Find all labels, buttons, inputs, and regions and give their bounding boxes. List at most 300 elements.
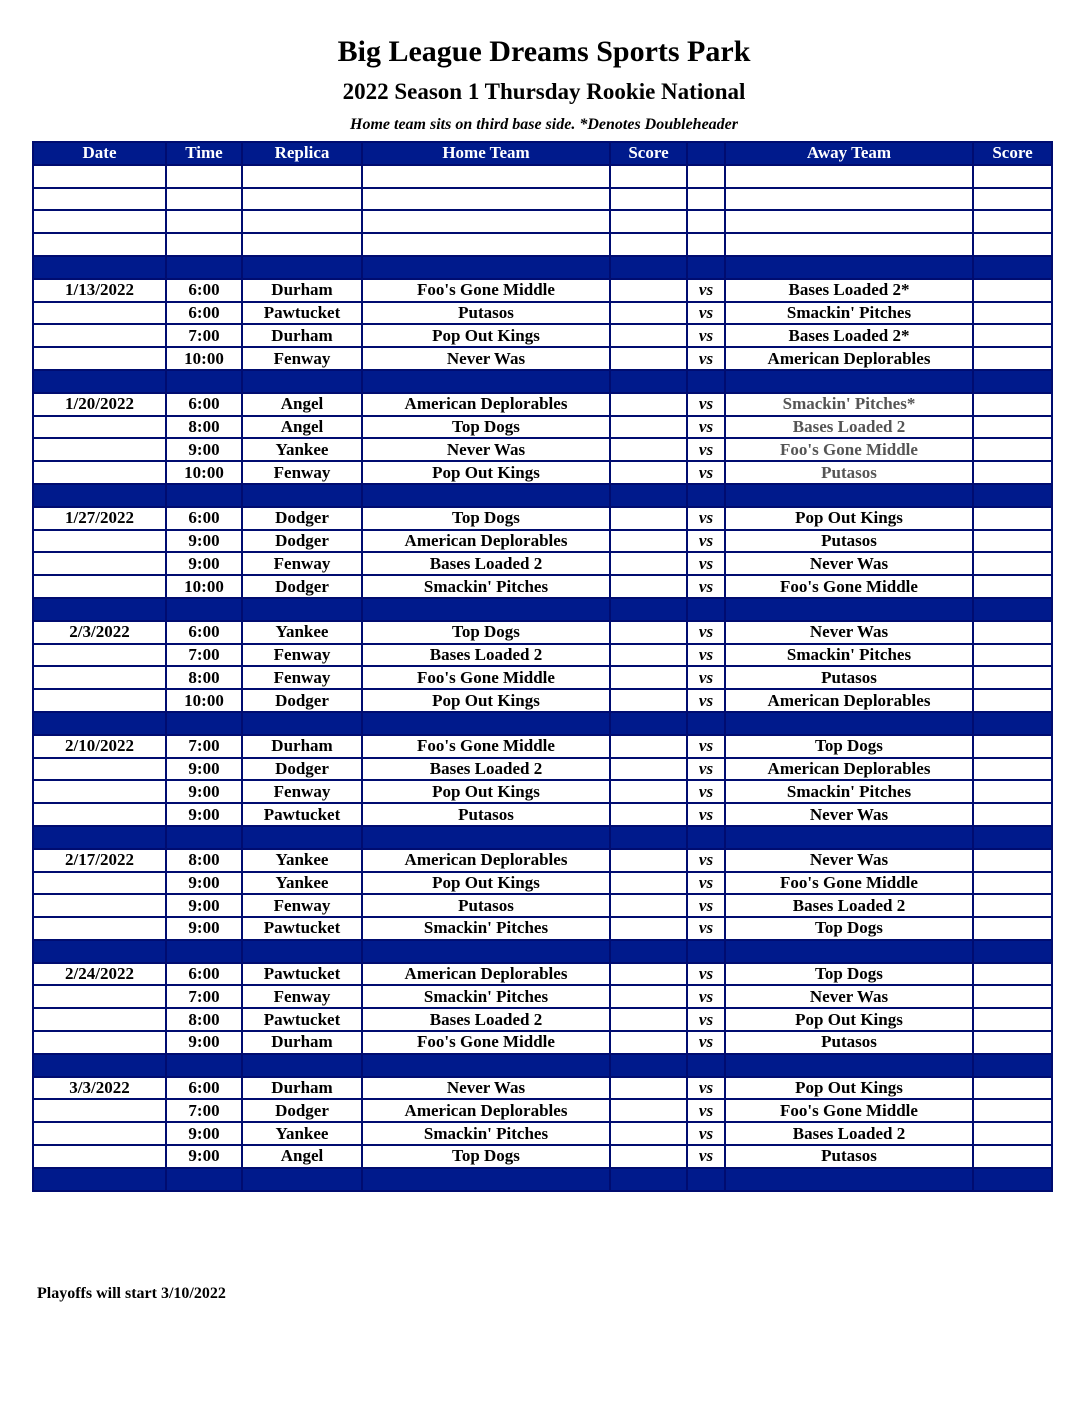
away-score <box>973 438 1052 461</box>
empty-cell <box>687 712 725 735</box>
vs-label: vs <box>687 644 725 667</box>
away-team: Pop Out Kings <box>725 1077 973 1100</box>
game-row <box>33 416 1052 439</box>
game-date: 2/17/2022 <box>33 849 166 872</box>
away-score <box>973 1099 1052 1122</box>
game-row <box>33 849 1052 872</box>
empty-cell <box>242 940 362 963</box>
empty-cell <box>362 370 610 393</box>
empty-cell <box>973 188 1052 211</box>
home-team: Never Was <box>362 347 610 370</box>
home-score <box>610 1031 687 1054</box>
game-time: 8:00 <box>166 416 242 439</box>
home-team: Pop Out Kings <box>362 461 610 484</box>
game-time: 9:00 <box>166 894 242 917</box>
game-date <box>33 302 166 325</box>
game-time: 6:00 <box>166 1077 242 1100</box>
home-team: Pop Out Kings <box>362 872 610 895</box>
home-team: Pop Out Kings <box>362 324 610 347</box>
empty-cell <box>973 256 1052 279</box>
game-date <box>33 347 166 370</box>
home-team: American Deplorables <box>362 393 610 416</box>
game-date: 3/3/2022 <box>33 1077 166 1100</box>
away-team: Pop Out Kings <box>725 1008 973 1031</box>
empty-cell <box>687 1168 725 1191</box>
home-team: American Deplorables <box>362 963 610 986</box>
empty-cell <box>973 370 1052 393</box>
page-subtitle: 2022 Season 1 Thursday Rookie National <box>342 79 746 104</box>
game-replica: Pawtucket <box>242 963 362 986</box>
away-score <box>973 872 1052 895</box>
game-time: 9:00 <box>166 780 242 803</box>
game-replica: Pawtucket <box>242 302 362 325</box>
page-title: Big League Dreams Sports Park <box>337 35 751 68</box>
away-score <box>973 461 1052 484</box>
game-row <box>33 461 1052 484</box>
game-row <box>33 279 1052 302</box>
away-team: Putasos <box>725 461 973 484</box>
away-team: Smackin' Pitches <box>725 780 973 803</box>
game-replica: Fenway <box>242 552 362 575</box>
game-row <box>33 393 1052 416</box>
game-date <box>33 1031 166 1054</box>
game-date <box>33 438 166 461</box>
empty-cell <box>610 165 687 188</box>
home-team: Top Dogs <box>362 507 610 530</box>
vs-label: vs <box>687 985 725 1008</box>
home-team: Putasos <box>362 302 610 325</box>
game-row <box>33 302 1052 325</box>
vs-label: vs <box>687 302 725 325</box>
game-date: 2/24/2022 <box>33 963 166 986</box>
empty-cell <box>33 256 166 279</box>
away-team: Smackin' Pitches <box>725 302 973 325</box>
away-score <box>973 1145 1052 1168</box>
away-team: Foo's Gone Middle <box>725 438 973 461</box>
empty-cell <box>725 188 973 211</box>
game-date <box>33 530 166 553</box>
home-score <box>610 575 687 598</box>
home-score <box>610 644 687 667</box>
game-time: 7:00 <box>166 735 242 758</box>
empty-cell <box>33 188 166 211</box>
game-row <box>33 1145 1052 1168</box>
empty-cell <box>242 1054 362 1077</box>
home-team: Putasos <box>362 803 610 826</box>
home-team: Pop Out Kings <box>362 780 610 803</box>
vs-label: vs <box>687 575 725 598</box>
home-score <box>610 324 687 347</box>
home-score <box>610 780 687 803</box>
game-time: 9:00 <box>166 872 242 895</box>
game-row <box>33 1077 1052 1100</box>
empty-cell <box>687 233 725 256</box>
empty-cell <box>725 210 973 233</box>
empty-cell <box>725 1054 973 1077</box>
away-score <box>973 302 1052 325</box>
home-score <box>610 872 687 895</box>
schedule-table <box>32 141 1053 1192</box>
away-team: Never Was <box>725 849 973 872</box>
empty-cell <box>725 826 973 849</box>
away-team: American Deplorables <box>725 689 973 712</box>
game-time: 6:00 <box>166 302 242 325</box>
empty-cell <box>362 256 610 279</box>
game-date <box>33 1099 166 1122</box>
game-date <box>33 917 166 940</box>
away-team: Top Dogs <box>725 963 973 986</box>
empty-cell <box>242 370 362 393</box>
vs-label: vs <box>687 279 725 302</box>
vs-label: vs <box>687 530 725 553</box>
vs-label: vs <box>687 461 725 484</box>
home-team: American Deplorables <box>362 1099 610 1122</box>
game-replica: Dodger <box>242 758 362 781</box>
game-date <box>33 461 166 484</box>
vs-label: vs <box>687 1031 725 1054</box>
game-row <box>33 666 1052 689</box>
game-row <box>33 1099 1052 1122</box>
empty-cell <box>973 233 1052 256</box>
home-team: Foo's Gone Middle <box>362 735 610 758</box>
home-team: Never Was <box>362 438 610 461</box>
game-row <box>33 917 1052 940</box>
game-date: 1/20/2022 <box>33 393 166 416</box>
away-score <box>973 347 1052 370</box>
game-replica: Durham <box>242 279 362 302</box>
empty-cell <box>362 210 610 233</box>
game-time: 7:00 <box>166 985 242 1008</box>
home-team: Foo's Gone Middle <box>362 1031 610 1054</box>
home-team: Foo's Gone Middle <box>362 279 610 302</box>
empty-cell <box>166 165 242 188</box>
away-score <box>973 1077 1052 1100</box>
empty-cell <box>687 210 725 233</box>
empty-cell <box>362 712 610 735</box>
game-row <box>33 530 1052 553</box>
vs-label: vs <box>687 324 725 347</box>
home-score <box>610 416 687 439</box>
empty-cell <box>33 1054 166 1077</box>
empty-cell <box>725 484 973 507</box>
empty-cell <box>362 1054 610 1077</box>
empty-cell <box>610 598 687 621</box>
empty-cell <box>33 165 166 188</box>
empty-cell <box>973 598 1052 621</box>
empty-cell <box>166 370 242 393</box>
game-row <box>33 735 1052 758</box>
home-score <box>610 803 687 826</box>
away-score <box>973 530 1052 553</box>
game-time: 8:00 <box>166 666 242 689</box>
home-team: Bases Loaded 2 <box>362 758 610 781</box>
empty-cell <box>725 598 973 621</box>
vs-label: vs <box>687 1099 725 1122</box>
home-team: Smackin' Pitches <box>362 1122 610 1145</box>
game-time: 10:00 <box>166 347 242 370</box>
empty-cell <box>973 165 1052 188</box>
game-replica: Pawtucket <box>242 1008 362 1031</box>
col-header-date: Date <box>33 142 166 165</box>
empty-cell <box>725 165 973 188</box>
away-score <box>973 963 1052 986</box>
game-row <box>33 780 1052 803</box>
away-team: Never Was <box>725 552 973 575</box>
week-separator <box>33 370 1052 393</box>
empty-cell <box>610 210 687 233</box>
away-team: Bases Loaded 2 <box>725 894 973 917</box>
empty-cell <box>166 712 242 735</box>
game-time: 7:00 <box>166 644 242 667</box>
schedule-note: Home team sits on third base side. *Denotes Doubleheader <box>350 116 738 133</box>
empty-cell <box>973 484 1052 507</box>
away-team: Smackin' Pitches <box>725 644 973 667</box>
game-time: 9:00 <box>166 438 242 461</box>
game-row <box>33 1031 1052 1054</box>
game-time: 9:00 <box>166 1122 242 1145</box>
col-header-away-score: Score <box>973 142 1052 165</box>
empty-cell <box>973 940 1052 963</box>
playoffs-note: Playoffs will start 3/10/2022 <box>37 1285 226 1302</box>
game-replica: Yankee <box>242 849 362 872</box>
away-score <box>973 1008 1052 1031</box>
home-score <box>610 279 687 302</box>
game-replica: Dodger <box>242 530 362 553</box>
home-score <box>610 1145 687 1168</box>
empty-cell <box>687 1054 725 1077</box>
away-team: American Deplorables <box>725 347 973 370</box>
game-replica: Dodger <box>242 507 362 530</box>
away-score <box>973 689 1052 712</box>
game-time: 8:00 <box>166 1008 242 1031</box>
game-time: 9:00 <box>166 803 242 826</box>
away-score <box>973 803 1052 826</box>
empty-cell <box>973 712 1052 735</box>
vs-label: vs <box>687 803 725 826</box>
empty-cell <box>242 484 362 507</box>
empty-cell <box>242 1168 362 1191</box>
game-date <box>33 644 166 667</box>
game-time: 10:00 <box>166 461 242 484</box>
game-row <box>33 963 1052 986</box>
home-score <box>610 347 687 370</box>
col-header-away-team: Away Team <box>725 142 973 165</box>
vs-label: vs <box>687 438 725 461</box>
away-team: Bases Loaded 2* <box>725 279 973 302</box>
home-score <box>610 963 687 986</box>
home-team: American Deplorables <box>362 530 610 553</box>
game-replica: Yankee <box>242 438 362 461</box>
week-separator <box>33 484 1052 507</box>
game-row <box>33 872 1052 895</box>
empty-cell <box>610 1054 687 1077</box>
home-score <box>610 621 687 644</box>
empty-cell <box>610 233 687 256</box>
empty-cell <box>610 712 687 735</box>
vs-label: vs <box>687 780 725 803</box>
empty-cell <box>362 826 610 849</box>
away-team: Putasos <box>725 1145 973 1168</box>
empty-cell <box>725 940 973 963</box>
game-date <box>33 416 166 439</box>
empty-cell <box>973 1054 1052 1077</box>
game-date <box>33 780 166 803</box>
home-score <box>610 894 687 917</box>
home-score <box>610 1099 687 1122</box>
empty-cell <box>166 598 242 621</box>
empty-cell <box>33 1168 166 1191</box>
away-score <box>973 393 1052 416</box>
col-header-vs <box>687 142 725 165</box>
home-team: Putasos <box>362 894 610 917</box>
game-replica: Angel <box>242 1145 362 1168</box>
empty-cell <box>166 826 242 849</box>
empty-cell <box>973 826 1052 849</box>
game-date <box>33 1145 166 1168</box>
away-score <box>973 666 1052 689</box>
empty-cell <box>725 712 973 735</box>
week-separator <box>33 940 1052 963</box>
away-score <box>973 758 1052 781</box>
empty-cell <box>166 484 242 507</box>
vs-label: vs <box>687 347 725 370</box>
away-score <box>973 575 1052 598</box>
home-score <box>610 985 687 1008</box>
home-score <box>610 689 687 712</box>
empty-cell <box>166 256 242 279</box>
game-row <box>33 507 1052 530</box>
game-time: 7:00 <box>166 1099 242 1122</box>
away-score <box>973 735 1052 758</box>
game-row <box>33 552 1052 575</box>
game-row <box>33 758 1052 781</box>
vs-label: vs <box>687 552 725 575</box>
blank-row <box>33 188 1052 211</box>
empty-cell <box>610 370 687 393</box>
game-replica: Fenway <box>242 461 362 484</box>
blank-row <box>33 233 1052 256</box>
week-separator <box>33 1054 1052 1077</box>
game-date <box>33 1122 166 1145</box>
home-score <box>610 461 687 484</box>
away-team: Putasos <box>725 530 973 553</box>
game-row <box>33 324 1052 347</box>
home-score <box>610 758 687 781</box>
home-team: Bases Loaded 2 <box>362 1008 610 1031</box>
game-date: 1/13/2022 <box>33 279 166 302</box>
game-date <box>33 666 166 689</box>
game-time: 6:00 <box>166 507 242 530</box>
home-score <box>610 1122 687 1145</box>
game-replica: Durham <box>242 1077 362 1100</box>
home-score <box>610 1008 687 1031</box>
empty-cell <box>242 233 362 256</box>
home-team: Bases Loaded 2 <box>362 552 610 575</box>
game-time: 6:00 <box>166 963 242 986</box>
empty-cell <box>687 370 725 393</box>
game-time: 9:00 <box>166 1031 242 1054</box>
empty-cell <box>33 712 166 735</box>
empty-cell <box>242 210 362 233</box>
empty-cell <box>33 826 166 849</box>
empty-cell <box>242 256 362 279</box>
empty-cell <box>166 1168 242 1191</box>
empty-cell <box>33 484 166 507</box>
empty-cell <box>362 233 610 256</box>
game-replica: Pawtucket <box>242 917 362 940</box>
game-replica: Angel <box>242 393 362 416</box>
empty-cell <box>362 1168 610 1191</box>
empty-cell <box>166 940 242 963</box>
col-header-home-team: Home Team <box>362 142 610 165</box>
game-replica: Fenway <box>242 666 362 689</box>
game-replica: Pawtucket <box>242 803 362 826</box>
away-team: Top Dogs <box>725 735 973 758</box>
game-date <box>33 689 166 712</box>
empty-cell <box>242 188 362 211</box>
home-score <box>610 438 687 461</box>
empty-cell <box>610 940 687 963</box>
game-row <box>33 894 1052 917</box>
empty-cell <box>242 826 362 849</box>
game-time: 7:00 <box>166 324 242 347</box>
away-team: Never Was <box>725 621 973 644</box>
empty-cell <box>242 165 362 188</box>
away-score <box>973 324 1052 347</box>
game-date <box>33 985 166 1008</box>
game-row <box>33 575 1052 598</box>
game-date <box>33 1008 166 1031</box>
week-separator <box>33 1168 1052 1191</box>
empty-cell <box>33 233 166 256</box>
empty-cell <box>33 370 166 393</box>
vs-label: vs <box>687 735 725 758</box>
empty-cell <box>362 940 610 963</box>
vs-label: vs <box>687 666 725 689</box>
empty-cell <box>166 233 242 256</box>
game-time: 6:00 <box>166 279 242 302</box>
vs-label: vs <box>687 894 725 917</box>
away-score <box>973 279 1052 302</box>
game-date <box>33 758 166 781</box>
away-score <box>973 1031 1052 1054</box>
empty-cell <box>725 1168 973 1191</box>
empty-cell <box>33 210 166 233</box>
empty-cell <box>242 598 362 621</box>
vs-label: vs <box>687 758 725 781</box>
empty-cell <box>610 256 687 279</box>
col-header-home-score: Score <box>610 142 687 165</box>
home-score <box>610 507 687 530</box>
empty-cell <box>33 940 166 963</box>
home-score <box>610 302 687 325</box>
game-row <box>33 803 1052 826</box>
home-score <box>610 666 687 689</box>
game-replica: Fenway <box>242 780 362 803</box>
game-time: 9:00 <box>166 530 242 553</box>
game-time: 9:00 <box>166 917 242 940</box>
game-replica: Dodger <box>242 1099 362 1122</box>
empty-cell <box>687 940 725 963</box>
away-score <box>973 644 1052 667</box>
empty-cell <box>687 598 725 621</box>
away-score <box>973 552 1052 575</box>
empty-cell <box>687 256 725 279</box>
game-time: 10:00 <box>166 575 242 598</box>
empty-cell <box>687 484 725 507</box>
game-date <box>33 552 166 575</box>
game-replica: Yankee <box>242 621 362 644</box>
